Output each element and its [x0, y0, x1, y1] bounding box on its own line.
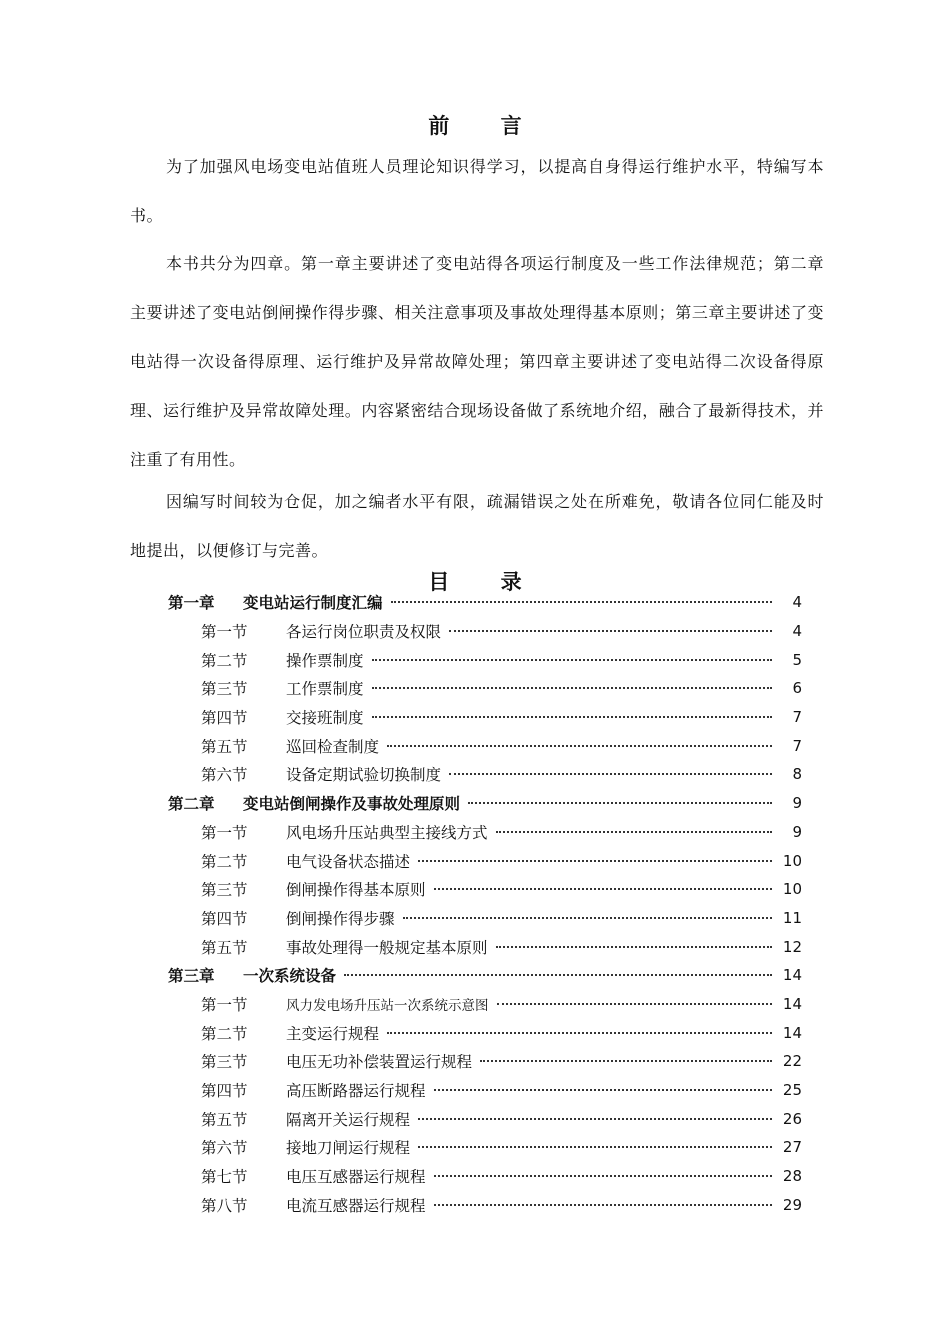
toc-entry-page: 14 — [782, 1023, 802, 1042]
toc-entry-number: 第五节 — [201, 938, 248, 957]
toc-entry-title: 主变运行规程 — [286, 1024, 380, 1043]
toc-entry-number: 第六节 — [201, 766, 248, 785]
toc-entry-number: 第二节 — [201, 852, 248, 871]
table-of-contents — [168, 588, 802, 1219]
toc-section-entry[interactable] — [168, 1104, 802, 1133]
preface-paragraph-2: 本书共分为四章。第一章主要讲述了变电站得各项运行制度及一些工作法律规范；第二章主要讲述了变电站倒闸操作得步骤、相关注意事项及事故处理得基本原则；第三章主要讲述了变电站得一次设备得原理、运行维护及异常故障处理；第四章主要讲述了变电站得二次设备得原理、运行维护及异常故障处理。内容紧密结合现场设备做了系统地介绍，融合了最新得技术，并注重了有用性。 — [130, 254, 824, 469]
toc-entry-title: 操作票制度 — [286, 651, 364, 670]
toc-entry-title: 工作票制度 — [286, 680, 364, 699]
toc-leader-dots — [418, 860, 772, 862]
toc-leader-dots — [387, 1032, 772, 1034]
toc-entry-page: 29 — [782, 1195, 802, 1214]
toc-chapter-entry[interactable] — [168, 588, 802, 617]
toc-section-entry[interactable] — [168, 1162, 802, 1191]
toc-leader-dots — [391, 601, 772, 603]
toc-entry-title: 各运行岗位职责及权限 — [286, 623, 442, 642]
toc-entry-number: 第四节 — [201, 1082, 248, 1101]
toc-section-entry[interactable] — [168, 1047, 802, 1076]
toc-entry-title: 电压无功补偿装置运行规程 — [286, 1053, 473, 1072]
toc-entry-page: 4 — [792, 593, 802, 612]
toc-entry-page: 12 — [782, 937, 802, 956]
toc-leader-dots — [418, 1146, 772, 1148]
toc-entry-title: 电气设备状态描述 — [286, 852, 411, 871]
toc-section-entry[interactable] — [168, 645, 802, 674]
toc-chapter-entry[interactable] — [168, 789, 802, 818]
toc-section-entry[interactable] — [168, 818, 802, 847]
toc-entry-number: 第八节 — [201, 1196, 248, 1215]
toc-entry-number: 第二节 — [201, 1024, 248, 1043]
toc-entry-title: 变电站运行制度汇编 — [243, 593, 383, 613]
toc-leader-dots — [372, 659, 772, 661]
toc-section-entry[interactable] — [168, 875, 802, 904]
toc-entry-page: 26 — [782, 1109, 802, 1128]
toc-leader-dots — [496, 831, 772, 833]
toc-leader-dots — [434, 1089, 772, 1091]
toc-section-entry[interactable] — [168, 990, 802, 1019]
toc-section-entry[interactable] — [168, 1018, 802, 1047]
toc-entry-page: 7 — [792, 708, 802, 727]
toc-entry-number: 第三节 — [201, 1053, 248, 1072]
toc-entry-title: 接地刀闸运行规程 — [286, 1139, 411, 1158]
toc-entry-title: 隔离开关运行规程 — [286, 1110, 411, 1129]
toc-section-entry[interactable] — [168, 932, 802, 961]
toc-entry-page: 14 — [782, 966, 802, 985]
toc-entry-number: 第一章 — [168, 593, 215, 613]
toc-entry-title: 倒闸操作得基本原则 — [286, 881, 426, 900]
toc-section-entry[interactable] — [168, 760, 802, 789]
toc-entry-page: 4 — [792, 622, 802, 641]
toc-entry-page: 6 — [792, 679, 802, 698]
toc-leader-dots — [403, 917, 772, 919]
toc-leader-dots — [434, 888, 772, 890]
toc-section-entry[interactable] — [168, 731, 802, 760]
toc-section-entry[interactable] — [168, 703, 802, 732]
toc-leader-dots — [468, 802, 772, 804]
toc-chapter-entry[interactable] — [168, 961, 802, 990]
toc-entry-number: 第三节 — [201, 881, 248, 900]
toc-section-entry[interactable] — [168, 674, 802, 703]
toc-leader-dots — [344, 974, 772, 976]
toc-entry-number: 第一节 — [201, 623, 248, 642]
toc-entry-page: 10 — [782, 851, 802, 870]
toc-leader-dots — [372, 716, 772, 718]
preface-paragraph-1: 为了加强风电场变电站值班人员理论知识得学习，以提高自身得运行维护水平，特编写本书。 — [130, 157, 824, 225]
toc-heading: 目 录 — [428, 569, 544, 594]
toc-entry-page: 11 — [782, 908, 802, 927]
toc-entry-number: 第三节 — [201, 680, 248, 699]
toc-entry-page: 9 — [792, 822, 802, 841]
toc-entry-title: 一次系统设备 — [243, 966, 337, 986]
toc-entry-title: 风力发电场升压站一次系统示意图 — [286, 997, 489, 1014]
toc-entry-number: 第三章 — [168, 966, 215, 986]
toc-leader-dots — [480, 1060, 772, 1062]
toc-entry-title: 高压断路器运行规程 — [286, 1082, 426, 1101]
toc-section-entry[interactable] — [168, 904, 802, 933]
toc-entry-number: 第五节 — [201, 737, 248, 756]
toc-entry-page: 28 — [782, 1167, 802, 1186]
toc-section-entry[interactable] — [168, 617, 802, 646]
toc-entry-page: 22 — [782, 1052, 802, 1071]
toc-entry-page: 5 — [792, 650, 802, 669]
toc-entry-title: 电流互感器运行规程 — [286, 1196, 426, 1215]
toc-entry-title: 变电站倒闸操作及事故处理原则 — [243, 794, 461, 814]
toc-leader-dots — [387, 745, 772, 747]
toc-entry-number: 第七节 — [201, 1168, 248, 1187]
toc-entry-title: 巡回检查制度 — [286, 737, 380, 756]
toc-entry-title: 电压互感器运行规程 — [286, 1168, 426, 1187]
toc-entry-number: 第六节 — [201, 1139, 248, 1158]
toc-leader-dots — [418, 1118, 772, 1120]
toc-section-entry[interactable] — [168, 1133, 802, 1162]
toc-entry-number: 第一节 — [201, 823, 248, 842]
toc-entry-number: 第一节 — [201, 995, 248, 1014]
toc-entry-page: 7 — [792, 736, 802, 755]
toc-entry-page: 10 — [782, 880, 802, 899]
toc-entry-number: 第四节 — [201, 909, 248, 928]
toc-leader-dots — [434, 1204, 772, 1206]
toc-leader-dots — [372, 687, 772, 689]
toc-entry-number: 第四节 — [201, 709, 248, 728]
toc-section-entry[interactable] — [168, 846, 802, 875]
toc-entry-number: 第二章 — [168, 794, 215, 814]
toc-entry-title: 事故处理得一般规定基本原则 — [286, 938, 488, 957]
toc-leader-dots — [497, 1003, 773, 1005]
toc-entry-title: 交接班制度 — [286, 709, 364, 728]
toc-leader-dots — [449, 773, 772, 775]
toc-entry-page: 8 — [792, 765, 802, 784]
toc-entry-page: 27 — [782, 1138, 802, 1157]
preface-heading: 前 言 — [428, 113, 544, 138]
toc-entry-title: 倒闸操作得步骤 — [286, 909, 395, 928]
toc-entry-title: 风电场升压站典型主接线方式 — [286, 823, 488, 842]
toc-entry-number: 第二节 — [201, 651, 248, 670]
toc-leader-dots — [496, 946, 772, 948]
toc-leader-dots — [449, 630, 772, 632]
toc-section-entry[interactable] — [168, 1076, 802, 1105]
toc-entry-page: 25 — [782, 1081, 802, 1100]
toc-entry-title: 设备定期试验切换制度 — [286, 766, 442, 785]
toc-entry-page: 9 — [792, 794, 802, 813]
preface-paragraph-3: 因编写时间较为仓促，加之编者水平有限，疏漏错误之处在所难免，敬请各位同仁能及时地提出，以便修订与完善。 — [130, 492, 824, 560]
toc-section-entry[interactable] — [168, 1190, 802, 1219]
toc-entry-number: 第五节 — [201, 1110, 248, 1129]
toc-leader-dots — [434, 1175, 772, 1177]
toc-entry-page: 14 — [782, 994, 802, 1013]
